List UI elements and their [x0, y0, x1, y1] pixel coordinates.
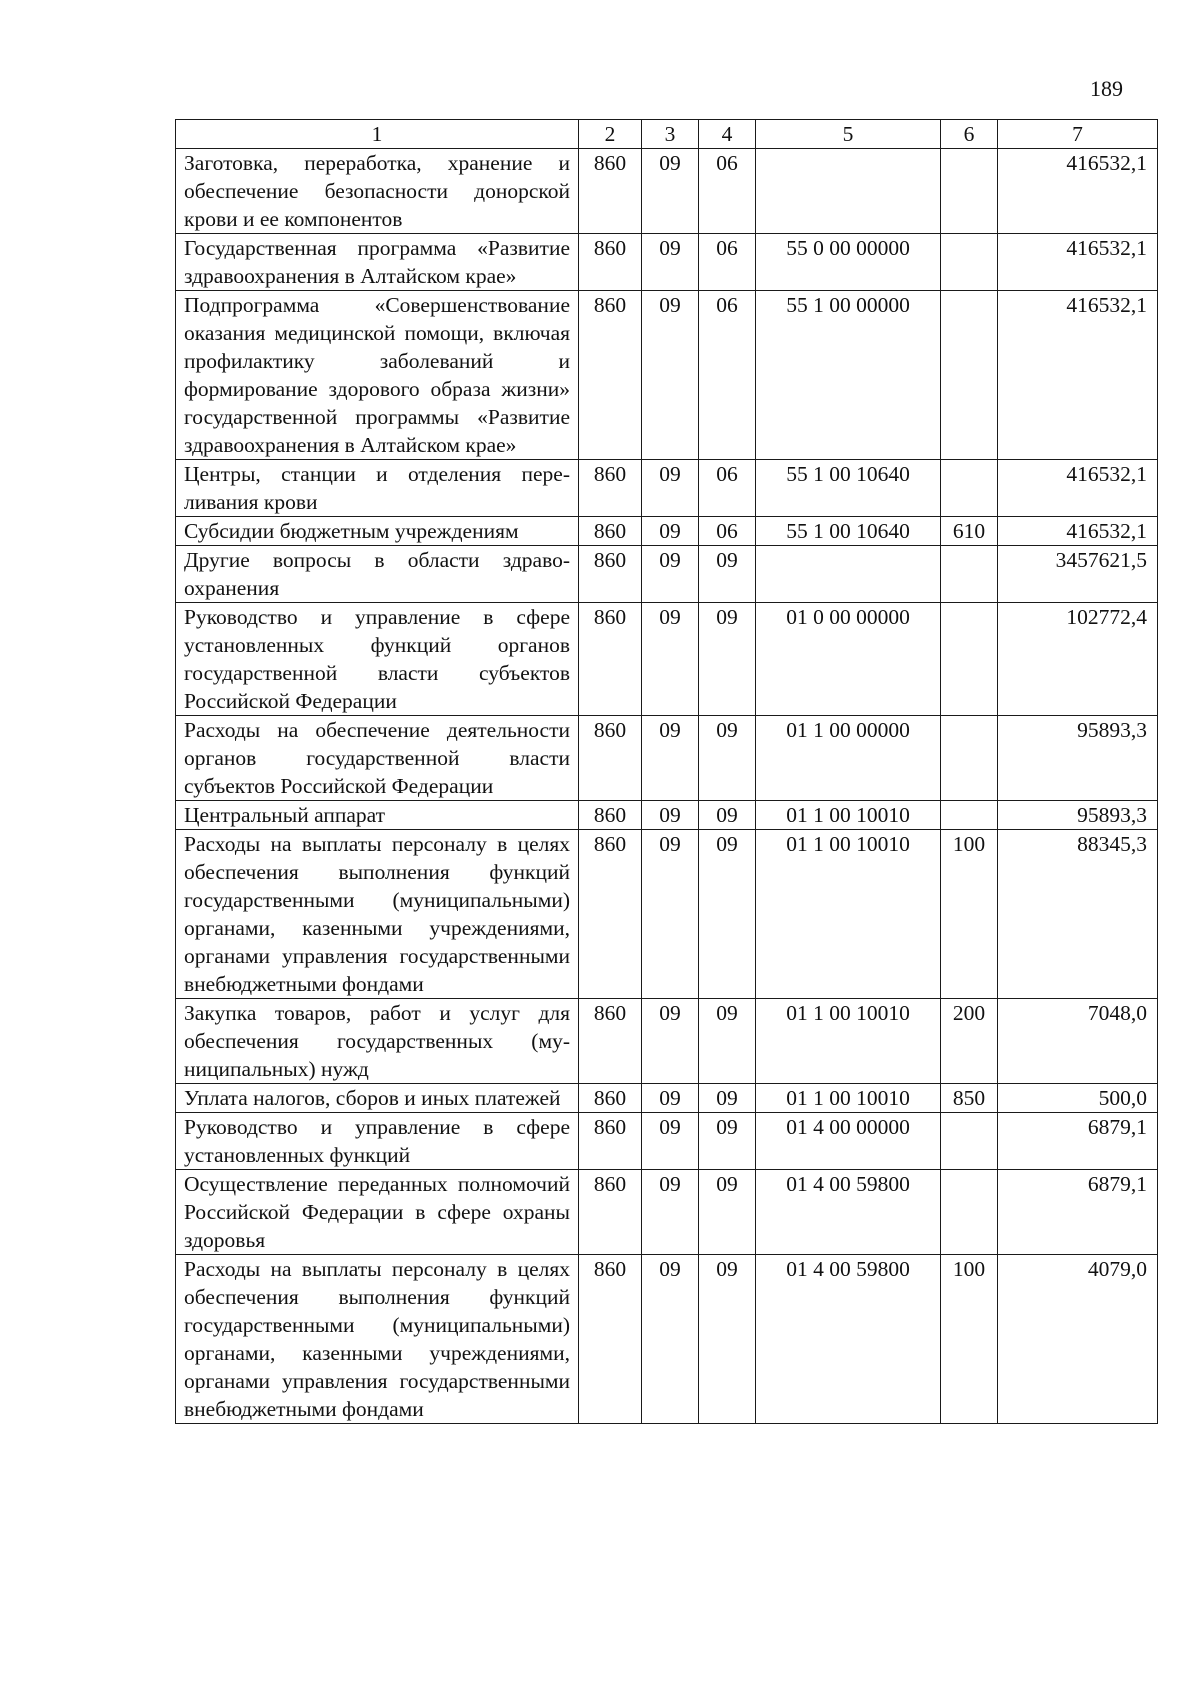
- header-col-5: 5: [756, 120, 941, 149]
- row-admin-code-cell: 860: [579, 234, 642, 291]
- row-target-article-cell: 55 1 00 00000: [756, 291, 941, 460]
- row-expense-type-cell: 610: [941, 517, 998, 546]
- row-admin-code-cell: 860: [579, 603, 642, 716]
- row-amount-cell: 95893,3: [998, 716, 1158, 801]
- row-name-cell: Расходы на обеспечение деятельности органов государственной власти субъектов Российской Федерации: [176, 716, 579, 801]
- row-admin-code-cell: 860: [579, 716, 642, 801]
- row-subsection-cell: 09: [699, 1113, 756, 1170]
- row-expense-type-cell: [941, 149, 998, 234]
- row-expense-type-cell: [941, 716, 998, 801]
- budget-table: [175, 119, 1158, 1424]
- row-section-cell: 09: [642, 999, 699, 1084]
- header-col-4: 4: [699, 120, 756, 149]
- row-admin-code-cell: 860: [579, 999, 642, 1084]
- row-name-cell: Уплата налогов, сборов и иных платежей: [176, 1084, 579, 1113]
- row-section-cell: 09: [642, 716, 699, 801]
- row-target-article-cell: 01 4 00 59800: [756, 1170, 941, 1255]
- row-name-cell: Центральный аппарат: [176, 801, 579, 830]
- row-subsection-cell: 09: [699, 603, 756, 716]
- row-amount-cell: 95893,3: [998, 801, 1158, 830]
- row-expense-type-cell: [941, 801, 998, 830]
- page-number: 189: [1090, 76, 1123, 101]
- table-row: [176, 801, 1158, 830]
- row-amount-cell: 416532,1: [998, 460, 1158, 517]
- table-row: [176, 1255, 1158, 1424]
- row-section-cell: 09: [642, 546, 699, 603]
- row-admin-code-cell: 860: [579, 546, 642, 603]
- row-name-cell: Расходы на выплаты персоналу в целях обеспечения выполнения функций государственными (муниципальными) органами, казенными учреждениями, органами управления государственными внебюджетными фондами: [176, 830, 579, 999]
- row-name-cell: Расходы на выплаты персоналу в целях обеспечения выполнения функций государственными (муниципальными) органами, казенными учреждениями, органами управления государственными внебюджетными фондами: [176, 1255, 579, 1424]
- row-admin-code-cell: 860: [579, 801, 642, 830]
- row-subsection-cell: 09: [699, 1170, 756, 1255]
- row-target-article-cell: 55 1 00 10640: [756, 517, 941, 546]
- table-header: [176, 120, 1158, 149]
- row-amount-cell: 4079,0: [998, 1255, 1158, 1424]
- row-expense-type-cell: 850: [941, 1084, 998, 1113]
- table-row: [176, 1084, 1158, 1113]
- header-col-2: 2: [579, 120, 642, 149]
- row-name-cell: Закупка товаров, работ и услуг для обеспечения государственных (муниципальных) нужд: [176, 999, 579, 1084]
- row-section-cell: 09: [642, 460, 699, 517]
- row-section-cell: 09: [642, 801, 699, 830]
- row-name-cell: Заготовка, переработка, хранение и обеспечение безопасности донорской крови и ее компонентов: [176, 149, 579, 234]
- header-col-1: 1: [176, 120, 579, 149]
- table-row: [176, 999, 1158, 1084]
- row-subsection-cell: 06: [699, 234, 756, 291]
- table-row: [176, 603, 1158, 716]
- row-name-cell: Государственная программа «Развитие здравоохранения в Алтайском крае»: [176, 234, 579, 291]
- table-row: [176, 1113, 1158, 1170]
- row-amount-cell: 7048,0: [998, 999, 1158, 1084]
- header-col-6: 6: [941, 120, 998, 149]
- row-admin-code-cell: 860: [579, 1255, 642, 1424]
- row-amount-cell: 416532,1: [998, 517, 1158, 546]
- row-subsection-cell: 09: [699, 716, 756, 801]
- table-row: [176, 291, 1158, 460]
- table-row: [176, 517, 1158, 546]
- table-row: [176, 830, 1158, 999]
- row-target-article-cell: [756, 546, 941, 603]
- row-target-article-cell: 01 4 00 00000: [756, 1113, 941, 1170]
- row-admin-code-cell: 860: [579, 291, 642, 460]
- row-name-cell: Руководство и управление в сфере установленных функций органов государственной власти субъектов Российской Федерации: [176, 603, 579, 716]
- row-amount-cell: 416532,1: [998, 234, 1158, 291]
- table-row: [176, 149, 1158, 234]
- row-target-article-cell: 01 0 00 00000: [756, 603, 941, 716]
- row-section-cell: 09: [642, 603, 699, 716]
- row-amount-cell: 6879,1: [998, 1113, 1158, 1170]
- table-row: [176, 716, 1158, 801]
- row-section-cell: 09: [642, 1170, 699, 1255]
- row-subsection-cell: 09: [699, 999, 756, 1084]
- row-subsection-cell: 06: [699, 149, 756, 234]
- row-subsection-cell: 09: [699, 801, 756, 830]
- row-expense-type-cell: 100: [941, 1255, 998, 1424]
- row-expense-type-cell: [941, 291, 998, 460]
- row-target-article-cell: 01 4 00 59800: [756, 1255, 941, 1424]
- row-target-article-cell: 01 1 00 00000: [756, 716, 941, 801]
- row-admin-code-cell: 860: [579, 830, 642, 999]
- row-name-cell: Субсидии бюджетным учреждениям: [176, 517, 579, 546]
- row-section-cell: 09: [642, 1255, 699, 1424]
- row-subsection-cell: 09: [699, 546, 756, 603]
- row-expense-type-cell: [941, 1113, 998, 1170]
- row-expense-type-cell: [941, 1170, 998, 1255]
- row-section-cell: 09: [642, 1113, 699, 1170]
- row-admin-code-cell: 860: [579, 460, 642, 517]
- table-row: [176, 1170, 1158, 1255]
- row-amount-cell: 102772,4: [998, 603, 1158, 716]
- row-section-cell: 09: [642, 291, 699, 460]
- row-name-cell: Подпрограмма «Совершенствование оказания медицинской помощи, включая профилактику заболеваний и формирование здорового образа жизни» государственной программы «Развитие здравоохранения в Алтайском крае»: [176, 291, 579, 460]
- row-admin-code-cell: 860: [579, 1113, 642, 1170]
- row-section-cell: 09: [642, 517, 699, 546]
- table-row: [176, 546, 1158, 603]
- row-expense-type-cell: 100: [941, 830, 998, 999]
- row-amount-cell: 500,0: [998, 1084, 1158, 1113]
- row-name-cell: Осуществление переданных полномочий Российской Федерации в сфере охраны здоровья: [176, 1170, 579, 1255]
- row-expense-type-cell: [941, 546, 998, 603]
- row-expense-type-cell: 200: [941, 999, 998, 1084]
- row-admin-code-cell: 860: [579, 149, 642, 234]
- table-row: [176, 234, 1158, 291]
- row-target-article-cell: 01 1 00 10010: [756, 999, 941, 1084]
- row-section-cell: 09: [642, 149, 699, 234]
- row-admin-code-cell: 860: [579, 1170, 642, 1255]
- row-expense-type-cell: [941, 234, 998, 291]
- header-col-3: 3: [642, 120, 699, 149]
- row-amount-cell: 416532,1: [998, 149, 1158, 234]
- row-target-article-cell: 55 1 00 10640: [756, 460, 941, 517]
- table-body: [176, 149, 1158, 1424]
- row-section-cell: 09: [642, 1084, 699, 1113]
- row-name-cell: Другие вопросы в области здравоохранения: [176, 546, 579, 603]
- row-target-article-cell: [756, 149, 941, 234]
- row-subsection-cell: 09: [699, 1255, 756, 1424]
- row-amount-cell: 416532,1: [998, 291, 1158, 460]
- row-name-cell: Центры, станции и отделения переливания крови: [176, 460, 579, 517]
- row-admin-code-cell: 860: [579, 1084, 642, 1113]
- row-subsection-cell: 09: [699, 1084, 756, 1113]
- row-subsection-cell: 09: [699, 830, 756, 999]
- row-expense-type-cell: [941, 603, 998, 716]
- row-target-article-cell: 01 1 00 10010: [756, 801, 941, 830]
- row-amount-cell: 3457621,5: [998, 546, 1158, 603]
- row-admin-code-cell: 860: [579, 517, 642, 546]
- row-target-article-cell: 55 0 00 00000: [756, 234, 941, 291]
- row-subsection-cell: 06: [699, 291, 756, 460]
- row-subsection-cell: 06: [699, 517, 756, 546]
- row-section-cell: 09: [642, 234, 699, 291]
- row-expense-type-cell: [941, 460, 998, 517]
- row-section-cell: 09: [642, 830, 699, 999]
- row-subsection-cell: 06: [699, 460, 756, 517]
- header-col-7: 7: [998, 120, 1158, 149]
- table-row: [176, 460, 1158, 517]
- row-amount-cell: 88345,3: [998, 830, 1158, 999]
- row-name-cell: Руководство и управление в сфере установленных функций: [176, 1113, 579, 1170]
- header-row: [176, 120, 1158, 149]
- row-amount-cell: 6879,1: [998, 1170, 1158, 1255]
- row-target-article-cell: 01 1 00 10010: [756, 1084, 941, 1113]
- row-target-article-cell: 01 1 00 10010: [756, 830, 941, 999]
